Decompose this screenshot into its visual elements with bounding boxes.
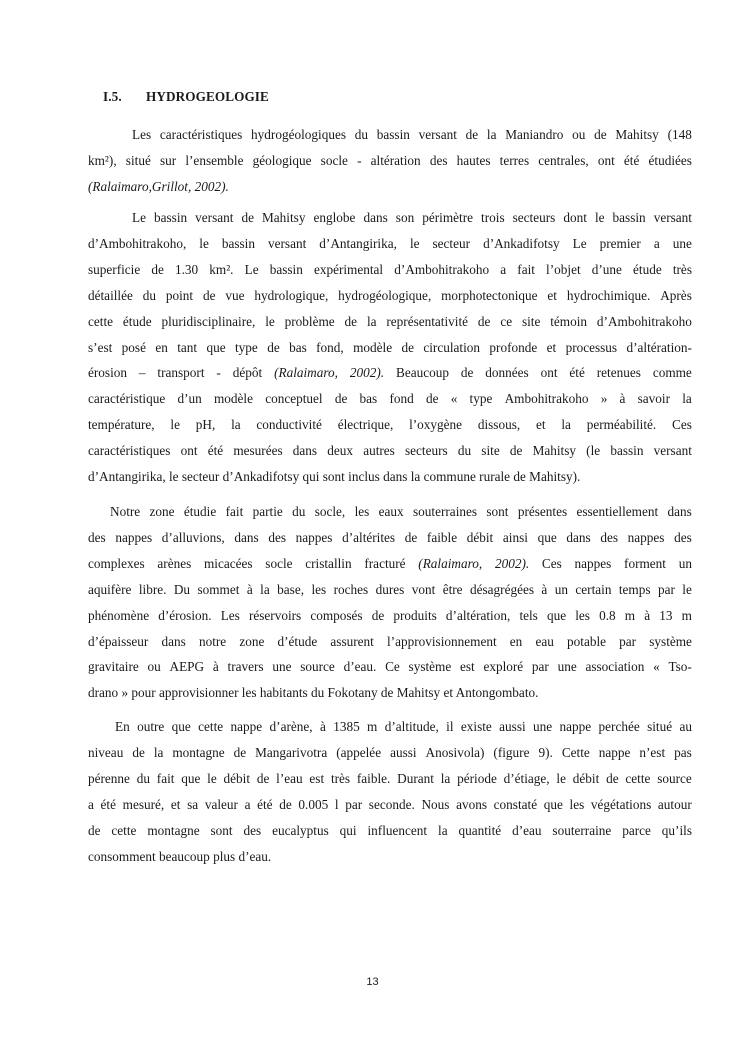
paragraph-line: km²), situé sur l’ensemble géologique socle - altération des hautes terres centrales, ont été étudiées [88, 152, 692, 168]
citation: (Ralaimaro,Grillot, 2002). [88, 178, 229, 194]
paragraph-line: s’est posé en tant que type de bas fond, modèle de circulation profonde et processus d’altération- [88, 339, 692, 355]
paragraph-4 [88, 714, 692, 869]
paragraph-1 [88, 122, 692, 200]
paragraph-line: d’épaisseur dans notre zone d’étude assurent l’approvisionnement en eau potable par système [88, 633, 692, 649]
paragraph-line: pérenne du fait que le débit de l’eau est très faible. Durant la période d’étiage, le débit de cette source [88, 770, 692, 786]
paragraph-line: des nappes d’alluvions, dans des nappes d’altérites de faible débit ainsi que dans des nappes des [88, 529, 692, 545]
paragraph-line: phénomène d’érosion. Les réservoirs composés de produits d’altération, tels que les 0.8 m à 13 m [88, 607, 692, 623]
paragraph-line: Les caractéristiques hydrogéologiques du bassin versant de la Maniandro ou de Mahitsy (148 [132, 127, 692, 142]
paragraph-line: d’Antangirika, le secteur d’Ankadifotsy qui sont inclus dans la commune rurale de Mahitsy). [88, 469, 581, 485]
paragraph-line: cette étude pluridisciplinaire, le problème de la représentativité de ce site témoin d’Ambohitrakoho [88, 313, 692, 329]
paragraph-line: En outre que cette nappe d’arène, à 1385 m d’altitude, il existe aussi une nappe perchée situé au [115, 719, 692, 734]
paragraph-line: aquifère libre. Du sommet à la base, les roches dures vont être désagrégées à un certain temps par le [88, 581, 692, 597]
section-title: HYDROGEOLOGIE [146, 89, 269, 104]
paragraph-2 [88, 205, 692, 490]
paragraph-line: complexes arènes micacées socle cristallin fracturé (Ralaimaro, 2002). Ces nappes forment un [88, 555, 692, 571]
paragraph-line: température, le pH, la conductivité électrique, l’oxygène dissous, et la perméabilité. Ces [88, 417, 692, 433]
paragraph-line: de cette montagne sont des eucalyptus qui influencent la quantité d’eau souterraine parce qu’ils [88, 822, 692, 838]
paragraph-line: détaillée du point de vue hydrologique, hydrogéologique, morphotectonique et hydrochimique. Après [88, 287, 692, 303]
paragraph-line: érosion – transport - dépôt (Ralaimaro, 2002). Beaucoup de données ont été retenues comme [88, 365, 692, 381]
paragraph-line: gravitaire ou AEPG à travers une source d’eau. Ce système est exploré par une association « Tso- [88, 659, 692, 675]
paragraph-line: caractéristique d’un modèle conceptuel de bas fond de « type Ambohitrakoho » à savoir la [88, 391, 692, 407]
paragraph-line: superficie de 1.30 km². Le bassin expérimental d’Ambohitrakoho a fait l’objet d’une étude très [88, 261, 692, 277]
paragraph-line: consomment beaucoup plus d’eau. [88, 848, 272, 864]
paragraph-line: a été mesuré, et sa valeur a été de 0.005 l par seconde. Nous avons constaté que les végétations autour [88, 796, 692, 812]
paragraph-line: drano » pour approvisionner les habitants du Fokotany de Mahitsy et Antongombato. [88, 685, 539, 701]
page-number: 13 [366, 976, 379, 988]
section-number: I.5. [103, 89, 122, 104]
paragraph-line: niveau de la montagne de Mangarivotra (appelée aussi Anosivola) (figure 9). Cette nappe n’est pas [88, 744, 692, 760]
section-heading [103, 89, 269, 105]
paragraph-line: Notre zone étudie fait partie du socle, les eaux souterraines sont présentes essentiellement dans [110, 504, 692, 519]
paragraph-line: Le bassin versant de Mahitsy englobe dans son périmètre trois secteurs dont le bassin versant [132, 210, 692, 225]
paragraph-3 [88, 499, 692, 706]
paragraph-line: d’Ambohitrakoho, le bassin versant d’Antangirika, le secteur d’Ankadifotsy Le premier a une [88, 235, 692, 251]
paragraph-line: caractéristiques ont été mesurées dans deux autres secteurs du site de Mahitsy (le bassin versant [88, 443, 692, 459]
